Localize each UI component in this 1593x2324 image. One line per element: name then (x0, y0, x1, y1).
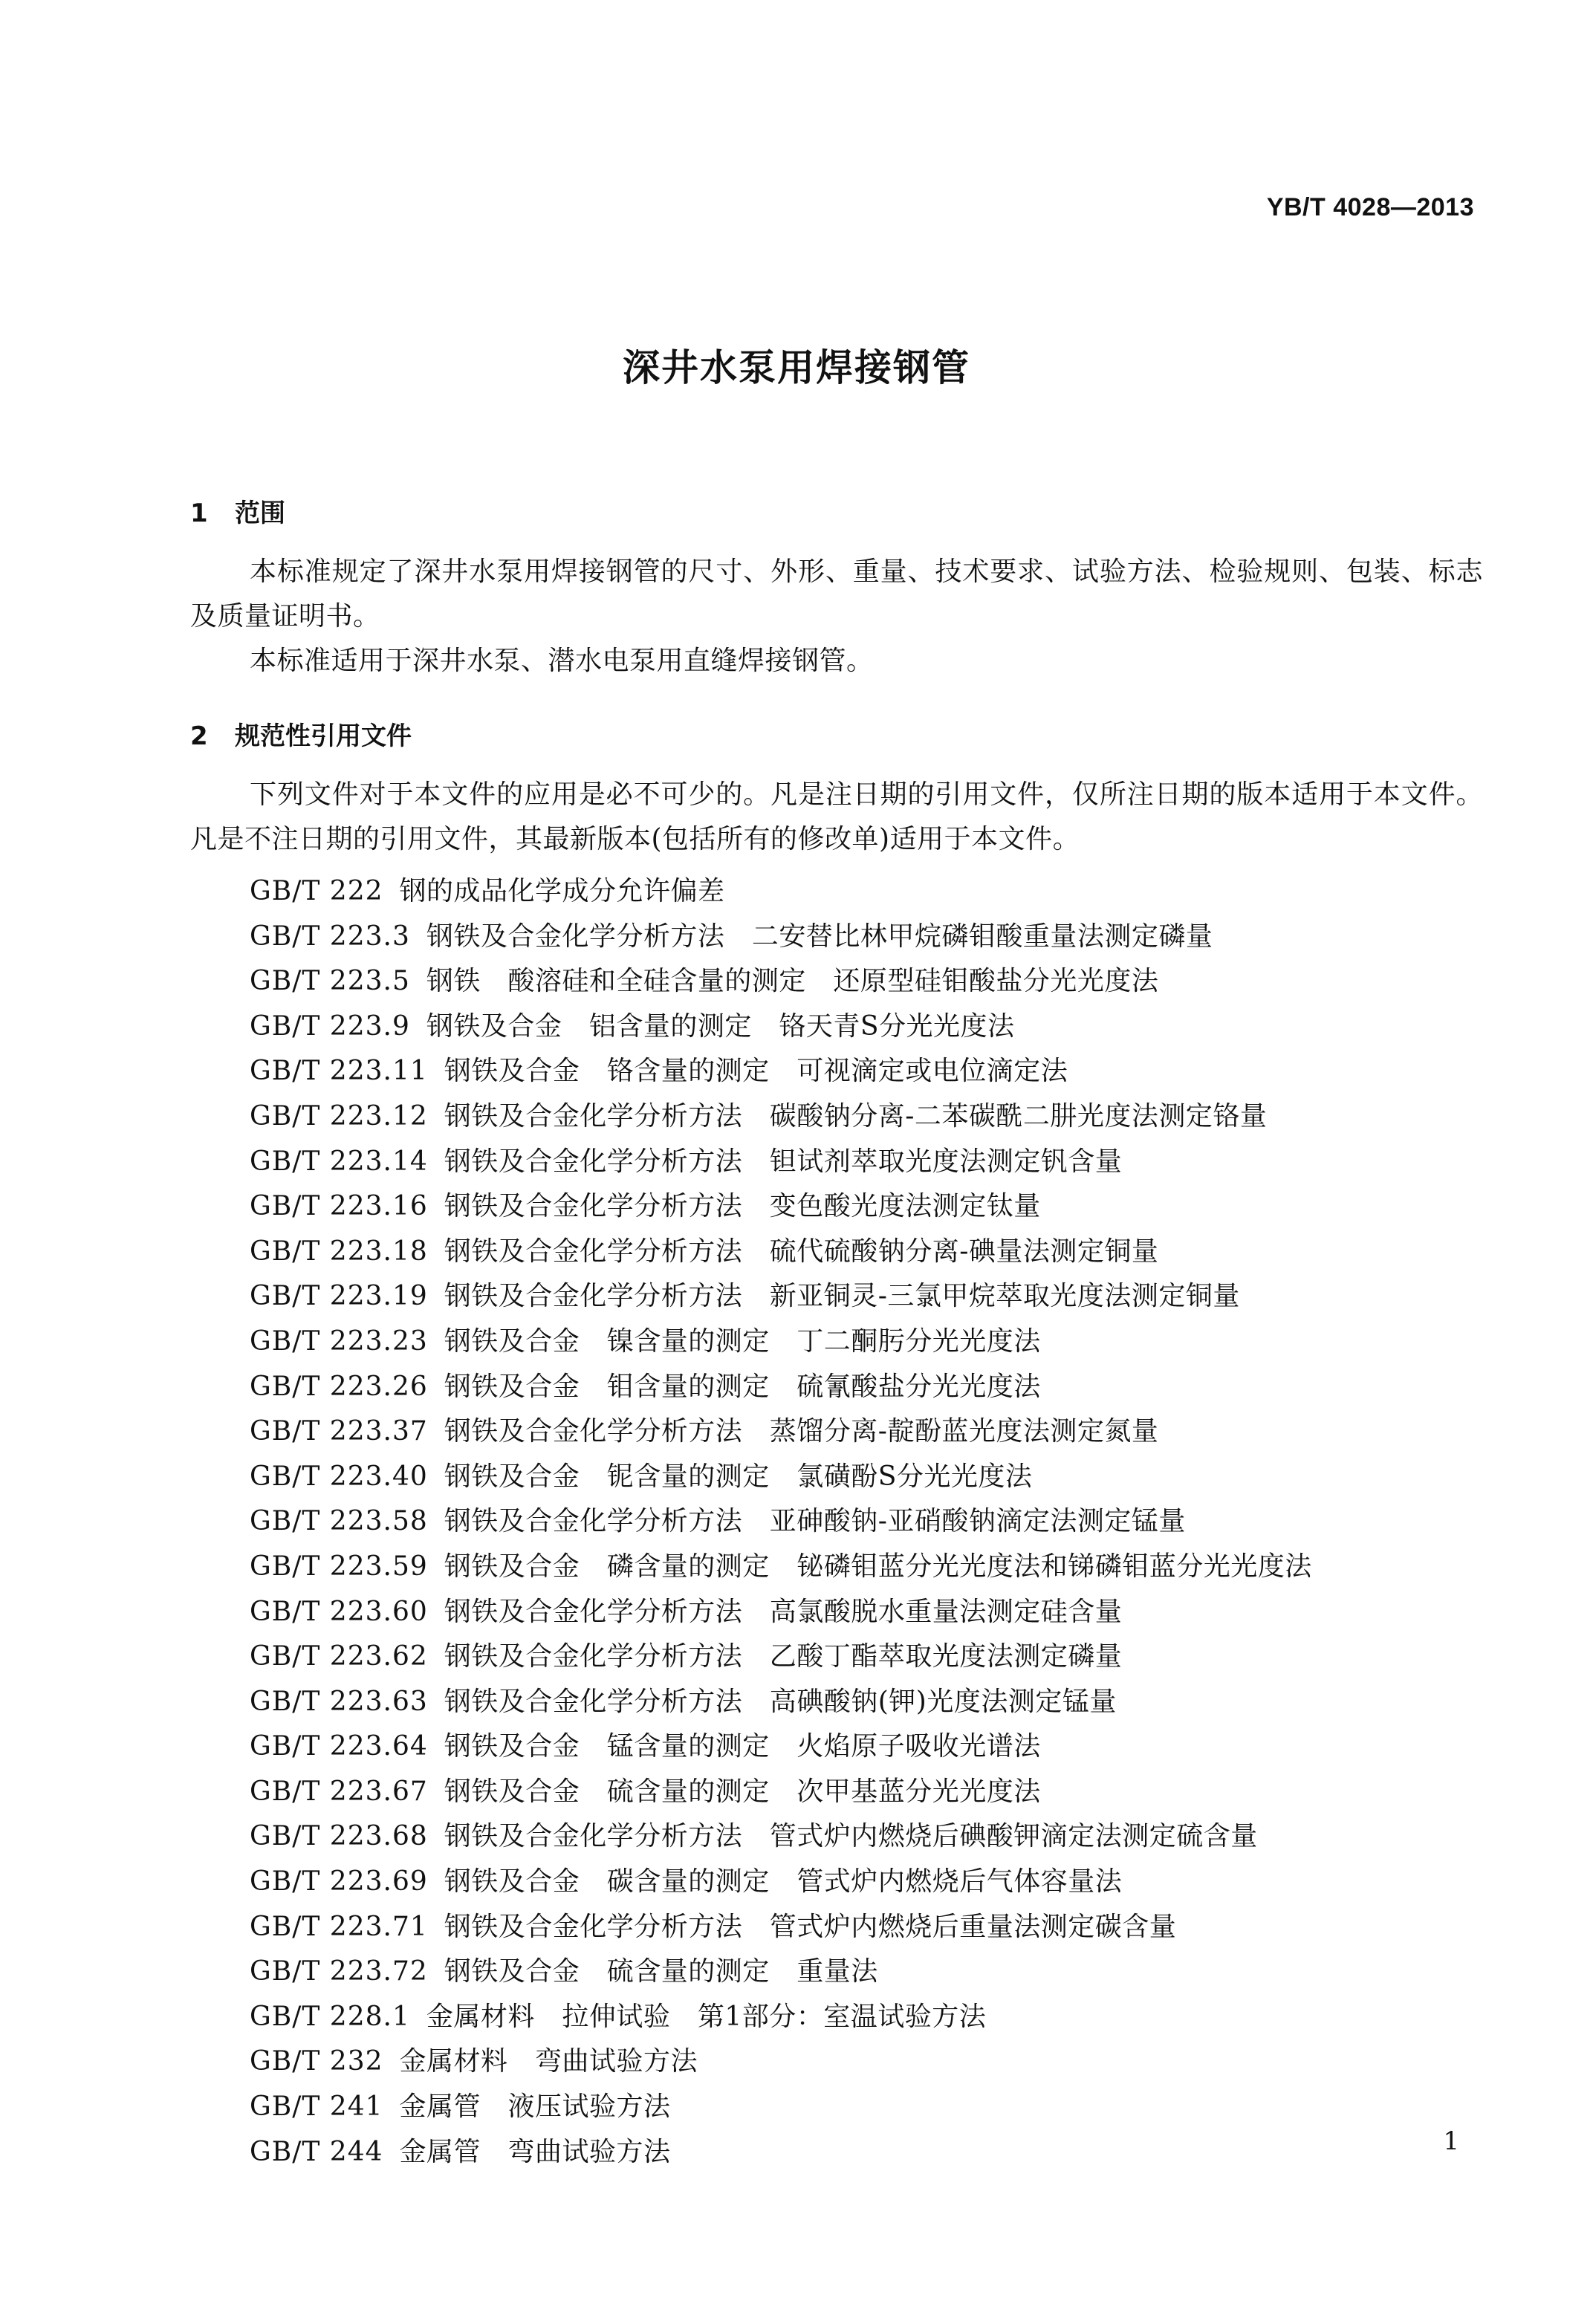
reference-item (250, 1635, 1312, 1680)
reference-code: GB/T 228.1 (250, 2001, 410, 2032)
reference-item (250, 1049, 1312, 1094)
reference-code: GB/T 223.5 (250, 966, 410, 997)
reference-title: 钢铁及合金化学分析方法 变色酸光度法测定钛量 (444, 1191, 1041, 1222)
reference-title: 钢铁及合金 硫含量的测定 次甲基蓝分光光度法 (444, 1776, 1041, 1807)
reference-code: GB/T 222 (250, 876, 383, 906)
reference-code: GB/T 223.69 (250, 1866, 428, 1898)
reference-title: 钢铁及合金化学分析方法 新亚铜灵-三氯甲烷萃取光度法测定铜量 (444, 1281, 1240, 1312)
reference-item (250, 1004, 1312, 1050)
reference-title: 钢铁及合金 铬含量的测定 可视滴定或电位滴定法 (444, 1056, 1068, 1087)
references-intro-paragraph: 下列文件对于本文件的应用是必不可少的。凡是注日期的引用文件，仅所注日期的版本适用于本文件。凡是不注日期的引用文件，其最新版本(包括所有的修改单)适用于本文件。 (190, 779, 1483, 854)
scope-paragraph-2: 本标准适用于深井水泵、潜水电泵用直缝焊接钢管。 (250, 646, 874, 676)
section-heading-normative-references (190, 715, 412, 752)
reference-code: GB/T 223.40 (250, 1461, 428, 1492)
reference-code: GB/T 244 (250, 2136, 383, 2167)
reference-title: 钢铁及合金 铝含量的测定 铬天青S分光光度法 (426, 1010, 1015, 1042)
reference-code: GB/T 223.3 (250, 921, 410, 952)
reference-title: 钢铁及合金 锰含量的测定 火焰原子吸收光谱法 (444, 1731, 1041, 1762)
reference-item (250, 1409, 1312, 1455)
reference-title: 金属管 液压试验方法 (399, 2091, 671, 2123)
reference-code: GB/T 223.16 (250, 1191, 428, 1222)
section-number: 2 (190, 721, 208, 751)
reference-item (250, 959, 1312, 1004)
reference-item (250, 1365, 1312, 1410)
standard-code: YB/T 4028—2013 (1266, 193, 1474, 221)
reference-code: GB/T 223.60 (250, 1596, 428, 1627)
reference-title: 钢铁及合金化学分析方法 钽试剂萃取光度法测定钒含量 (444, 1146, 1123, 1177)
reference-item (250, 1724, 1312, 1770)
section-number: 1 (190, 499, 208, 528)
reference-code: GB/T 223.11 (250, 1056, 428, 1087)
reference-title: 钢铁及合金化学分析方法 硫代硫酸钠分离-碘量法测定铜量 (444, 1236, 1159, 1267)
reference-item (250, 1545, 1312, 1590)
reference-title: 钢铁 酸溶硅和全硅含量的测定 还原型硅钼酸盐分光光度法 (426, 966, 1159, 997)
reference-code: GB/T 223.59 (250, 1551, 428, 1582)
section-title: 规范性引用文件 (235, 721, 412, 751)
reference-item (250, 1094, 1312, 1140)
reference-item (250, 1455, 1312, 1500)
reference-code: GB/T 223.26 (250, 1371, 428, 1402)
reference-code: GB/T 223.64 (250, 1731, 428, 1762)
reference-title: 钢铁及合金化学分析方法 乙酸丁酯萃取光度法测定磷量 (444, 1641, 1123, 1672)
reference-title: 金属材料 弯曲试验方法 (399, 2046, 698, 2077)
reference-title: 钢铁及合金化学分析方法 碳酸钠分离-二苯碳酰二肼光度法测定铬量 (444, 1100, 1268, 1132)
reference-item (250, 1860, 1312, 1905)
reference-item (250, 2085, 1312, 2130)
reference-code: GB/T 223.19 (250, 1281, 428, 1312)
reference-code: GB/T 223.72 (250, 1956, 428, 1987)
page-number: 1 (1443, 2126, 1459, 2156)
reference-item (250, 1590, 1312, 1635)
reference-code: GB/T 223.12 (250, 1100, 428, 1132)
reference-title: 钢的成品化学成分允许偏差 (399, 876, 725, 906)
reference-title: 钢铁及合金 碳含量的测定 管式炉内燃烧后气体容量法 (444, 1866, 1123, 1898)
reference-title: 钢铁及合金化学分析方法 管式炉内燃烧后重量法测定碳含量 (444, 1911, 1177, 1942)
reference-item (250, 2130, 1312, 2175)
reference-item (250, 1140, 1312, 1185)
reference-item (250, 915, 1312, 960)
reference-list (250, 869, 1312, 2175)
reference-item (250, 1499, 1312, 1545)
reference-title: 钢铁及合金 钼含量的测定 硫氰酸盐分光光度法 (444, 1371, 1041, 1402)
reference-title: 钢铁及合金化学分析方法 高氯酸脱水重量法测定硅含量 (444, 1596, 1123, 1627)
reference-item (250, 1320, 1312, 1365)
reference-title: 钢铁及合金 磷含量的测定 铋磷钼蓝分光光度法和锑磷钼蓝分光光度法 (444, 1551, 1312, 1582)
reference-code: GB/T 223.63 (250, 1686, 428, 1717)
document-title: 深井水泵用焊接钢管 (623, 346, 970, 389)
reference-item (250, 1770, 1312, 1815)
reference-title: 钢铁及合金化学分析方法 亚砷酸钠-亚硝酸钠滴定法测定锰量 (444, 1506, 1186, 1537)
reference-item (250, 1680, 1312, 1725)
reference-item (250, 1905, 1312, 1950)
reference-item (250, 1230, 1312, 1275)
reference-title: 钢铁及合金 镍含量的测定 丁二酮肟分光光度法 (444, 1325, 1041, 1357)
reference-code: GB/T 223.62 (250, 1641, 428, 1672)
reference-title: 钢铁及合金化学分析方法 蒸馏分离-靛酚蓝光度法测定氮量 (444, 1416, 1159, 1447)
reference-item (250, 1950, 1312, 1995)
reference-code: GB/T 223.14 (250, 1146, 428, 1177)
reference-title: 钢铁及合金化学分析方法 二安替比林甲烷磷钼酸重量法测定磷量 (426, 921, 1213, 952)
reference-code: GB/T 223.71 (250, 1911, 428, 1942)
reference-item (250, 1995, 1312, 2040)
reference-item (250, 2039, 1312, 2085)
reference-item (250, 1274, 1312, 1320)
reference-title: 钢铁及合金 铌含量的测定 氯磺酚S分光光度法 (444, 1461, 1033, 1492)
reference-code: GB/T 241 (250, 2091, 383, 2123)
reference-code: GB/T 223.67 (250, 1776, 428, 1807)
reference-title: 金属材料 拉伸试验 第1部分：室温试验方法 (426, 2001, 987, 2032)
reference-item (250, 1814, 1312, 1860)
reference-code: GB/T 223.68 (250, 1821, 428, 1852)
reference-title: 钢铁及合金化学分析方法 高碘酸钠(钾)光度法测定锰量 (444, 1686, 1117, 1717)
reference-code: GB/T 223.23 (250, 1325, 428, 1357)
reference-title: 钢铁及合金化学分析方法 管式炉内燃烧后碘酸钾滴定法测定硫含量 (444, 1821, 1258, 1852)
section-title: 范围 (235, 499, 285, 528)
reference-item (250, 1184, 1312, 1230)
reference-code: GB/T 232 (250, 2046, 383, 2077)
scope-paragraph-1: 本标准规定了深井水泵用焊接钢管的尺寸、外形、重量、技术要求、试验方法、检验规则、包装、标志及质量证明书。 (190, 556, 1483, 632)
reference-item (250, 869, 1312, 915)
reference-code: GB/T 223.37 (250, 1416, 428, 1447)
section-heading-scope (190, 493, 285, 529)
reference-code: GB/T 223.18 (250, 1236, 428, 1267)
reference-title: 金属管 弯曲试验方法 (399, 2136, 671, 2167)
reference-code: GB/T 223.58 (250, 1506, 428, 1537)
reference-code: GB/T 223.9 (250, 1010, 410, 1042)
reference-title: 钢铁及合金 硫含量的测定 重量法 (444, 1956, 878, 1987)
